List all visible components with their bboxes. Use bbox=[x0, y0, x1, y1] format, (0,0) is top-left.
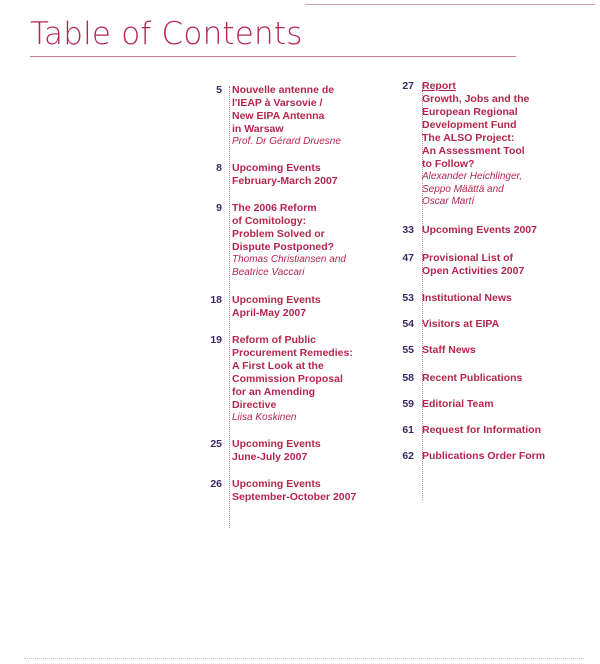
entry-title-line: Problem Solved or bbox=[232, 228, 325, 240]
toc-entry[interactable] bbox=[394, 344, 594, 357]
page-number: 9 bbox=[216, 202, 222, 214]
entry-title-line: Upcoming Events bbox=[232, 294, 321, 306]
entry-body bbox=[422, 450, 594, 463]
entry-title-line: The ALSO Project: bbox=[422, 132, 515, 144]
entry-body bbox=[422, 372, 594, 385]
entry-title-line: European Regional bbox=[422, 106, 518, 118]
entry-title-line: June-July 2007 bbox=[232, 451, 308, 463]
toc-entry[interactable] bbox=[196, 162, 386, 188]
entry-author-line: Alexander Heichlinger, bbox=[422, 171, 523, 182]
entry-title-line: The 2006 Reform bbox=[232, 202, 317, 214]
entry-body bbox=[232, 294, 386, 320]
entry-title-line: l'IEAP à Varsovie / bbox=[232, 97, 323, 109]
entry-body bbox=[422, 252, 594, 278]
page-number: 26 bbox=[210, 478, 222, 490]
bottom-rule bbox=[24, 658, 584, 659]
toc-entry[interactable] bbox=[196, 334, 386, 425]
entry-title-line: for an Amending bbox=[232, 386, 316, 398]
entry-title-line: Editorial Team bbox=[422, 398, 494, 410]
entry-body bbox=[232, 202, 386, 279]
entry-title-line: April-May 2007 bbox=[232, 307, 307, 319]
toc-entry[interactable] bbox=[196, 202, 386, 279]
entry-author-line: Liisa Koskinen bbox=[232, 412, 297, 423]
entry-title-line: Visitors at EIPA bbox=[422, 318, 500, 330]
entry-title-line: Growth, Jobs and the bbox=[422, 93, 530, 105]
entry-body bbox=[422, 424, 594, 437]
entry-title-line: Nouvelle antenne de bbox=[232, 84, 335, 96]
entry-body bbox=[422, 398, 594, 411]
page-number: 19 bbox=[210, 334, 222, 346]
entry-title-line: Reform of Public bbox=[232, 334, 317, 346]
entry-title-line: Provisional List of bbox=[422, 252, 514, 264]
page-number: 59 bbox=[402, 398, 414, 410]
toc-entry[interactable] bbox=[196, 438, 386, 464]
entry-title-line: New EIPA Antenna bbox=[232, 110, 325, 122]
entry-author-line: Seppo Määttä and bbox=[422, 183, 504, 195]
toc-entry[interactable] bbox=[394, 450, 594, 463]
toc-entry[interactable] bbox=[394, 292, 594, 305]
entry-title-line: Institutional News bbox=[422, 292, 512, 304]
entry-body bbox=[422, 80, 594, 209]
entry-title-line: Publications Order Form bbox=[422, 450, 546, 462]
toc-entry[interactable] bbox=[394, 372, 594, 385]
entry-title-line: Recent Publications bbox=[422, 372, 523, 384]
entry-title-line: Upcoming Events bbox=[232, 478, 321, 490]
toc-entry[interactable] bbox=[394, 80, 594, 209]
entry-title-line: September-October 2007 bbox=[232, 491, 357, 503]
page-number: 25 bbox=[210, 438, 222, 450]
entry-title-line: Upcoming Events bbox=[232, 438, 321, 450]
entry-author-line: Oscar Martí bbox=[422, 196, 475, 207]
page-number: 58 bbox=[402, 372, 414, 384]
entry-title-line: of Comitology: bbox=[232, 215, 307, 227]
entry-title-line: Staff News bbox=[422, 344, 476, 356]
top-rule bbox=[305, 4, 595, 5]
toc-entry[interactable] bbox=[394, 252, 594, 278]
entry-body bbox=[232, 162, 386, 188]
page-number: 54 bbox=[402, 318, 414, 330]
entry-title-line: Development Fund bbox=[422, 119, 517, 131]
entry-title-line: A First Look at the bbox=[232, 360, 324, 372]
page-number: 53 bbox=[402, 292, 414, 304]
page-number: 33 bbox=[402, 224, 414, 236]
entry-body bbox=[232, 438, 386, 464]
page-number: 47 bbox=[402, 252, 414, 264]
entry-author-line: Prof. Dr Gérard Druesne bbox=[232, 136, 341, 147]
toc-entry[interactable] bbox=[394, 318, 594, 331]
entry-title-line: Upcoming Events bbox=[232, 162, 321, 174]
entry-title-line: Upcoming Events 2007 bbox=[422, 224, 537, 236]
entry-title-line: in Warsaw bbox=[232, 123, 284, 135]
entry-title-line: Directive bbox=[232, 399, 277, 411]
entry-body bbox=[422, 224, 594, 237]
page-number: 18 bbox=[210, 294, 222, 306]
title-rule bbox=[30, 56, 516, 57]
entry-author-line: Beatrice Vaccari bbox=[232, 266, 305, 278]
entry-author-line: Thomas Christiansen and bbox=[232, 254, 346, 265]
toc-entry[interactable] bbox=[394, 424, 594, 437]
section-heading: Report bbox=[422, 80, 456, 92]
toc-entry[interactable] bbox=[196, 84, 386, 149]
entry-body bbox=[232, 478, 386, 504]
entry-title-line: Dispute Postponed? bbox=[232, 241, 335, 253]
page-number: 61 bbox=[402, 424, 414, 436]
page-number: 27 bbox=[402, 80, 414, 92]
entry-body bbox=[422, 344, 594, 357]
toc-entry[interactable] bbox=[394, 224, 594, 237]
entry-body bbox=[232, 84, 386, 149]
page-number: 62 bbox=[402, 450, 414, 462]
page-number: 5 bbox=[216, 84, 222, 96]
page-number: 55 bbox=[402, 344, 414, 356]
entry-title-line: to Follow? bbox=[422, 158, 475, 170]
entry-body bbox=[232, 334, 386, 425]
entry-title-line: Open Activities 2007 bbox=[422, 265, 525, 277]
toc-entry[interactable] bbox=[394, 398, 594, 411]
page-number: 8 bbox=[216, 162, 222, 174]
toc-entry[interactable] bbox=[196, 478, 386, 504]
entry-title-line: February-March 2007 bbox=[232, 175, 338, 187]
entry-title-line: Request for Information bbox=[422, 424, 542, 436]
page-title: Table of Contents bbox=[30, 16, 303, 52]
entry-title-line: Procurement Remedies: bbox=[232, 347, 353, 359]
toc-entry[interactable] bbox=[196, 294, 386, 320]
entry-body bbox=[422, 318, 594, 331]
entry-body bbox=[422, 292, 594, 305]
entry-title-line: An Assessment Tool bbox=[422, 145, 525, 157]
entry-title-line: Commission Proposal bbox=[232, 373, 343, 385]
